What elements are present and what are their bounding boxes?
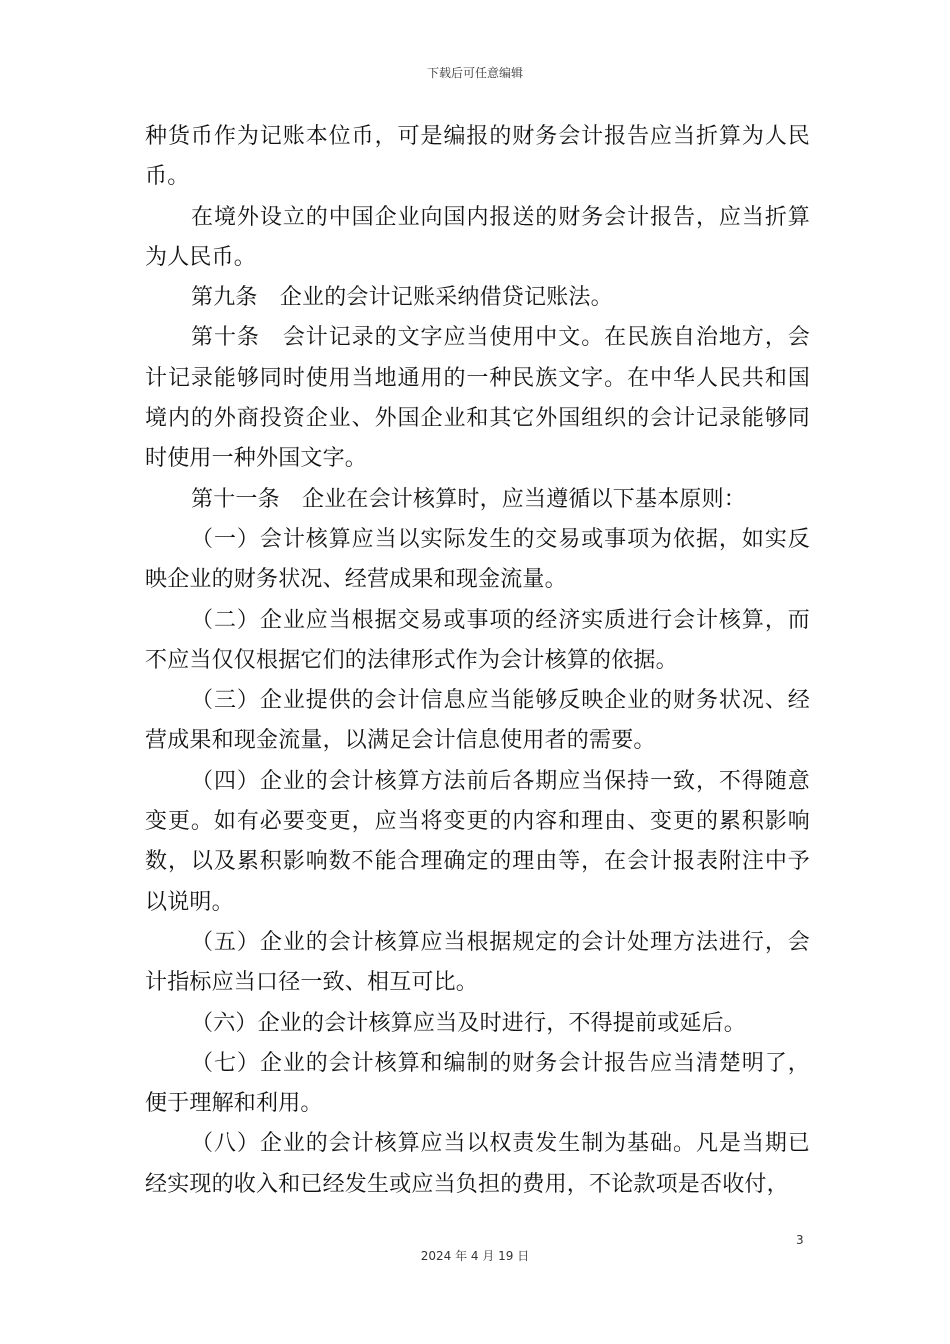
principle-1: （一）会计核算应当以实际发生的交易或事项为依据，如实反映企业的财务状况、经营成果和现金流量。: [145, 526, 810, 593]
article-11: 第十一条 企业在会计核算时，应当遵循以下基本原则：: [191, 486, 747, 512]
article-10: 第十条 会计记录的文字应当使用中文。在民族自治地方，会计记录能够同时使用当地通用的一种民族文字。在中华人民共和国境内的外商投资企业、外国企业和其它外国组织的会计记录能够同时使用一种外国文字。: [145, 325, 810, 472]
principle-7: （七）企业的会计核算和编制的财务会计报告应当清楚明了，便于理解和利用。: [145, 1050, 810, 1117]
article-9: 第九条 企业的会计记账采纳借贷记账法。: [191, 285, 613, 311]
principle-8: （八）企业的会计核算应当以权责发生制为基础。凡是当期已经实现的收入和已经发生或应当负担的费用，不论款项是否收付，: [145, 1131, 810, 1197]
principle-2: （二）企业应当根据交易或事项的经济实质进行会计核算，而不应当仅仅根据它们的法律形式作为会计核算的依据。: [145, 607, 810, 673]
page-number: 3: [796, 1233, 804, 1247]
document-body: [145, 117, 810, 1205]
principle-5: （五）企业的会计核算应当根据规定的会计处理方法进行，会计指标应当口径一致、相互可比。: [145, 929, 810, 996]
page-header: 下载后可任意编辑: [426, 66, 523, 80]
principle-4: （四）企业的会计核算方法前后各期应当保持一致，不得随意变更。如有必要变更，应当将变更的内容和理由、变更的累积影响数，以及累积影响数不能合理确定的理由等，在会计报表附注中予以说明。: [145, 768, 810, 915]
principle-3: （三）企业提供的会计信息应当能够反映企业的财务状况、经营成果和现金流量，以满足会计信息使用者的需要。: [145, 688, 810, 754]
page-footer-date: 2024 年 4 月 19 日: [420, 1249, 530, 1263]
paragraph: 在境外设立的中国企业向国内报送的财务会计报告，应当折算为人民币。: [145, 204, 810, 270]
principle-6: （六）企业的会计核算应当及时进行，不得提前或延后。: [191, 1010, 747, 1036]
paragraph-continuation: 种货币作为记账本位币，可是编报的财务会计报告应当折算为人民币。: [145, 124, 810, 190]
